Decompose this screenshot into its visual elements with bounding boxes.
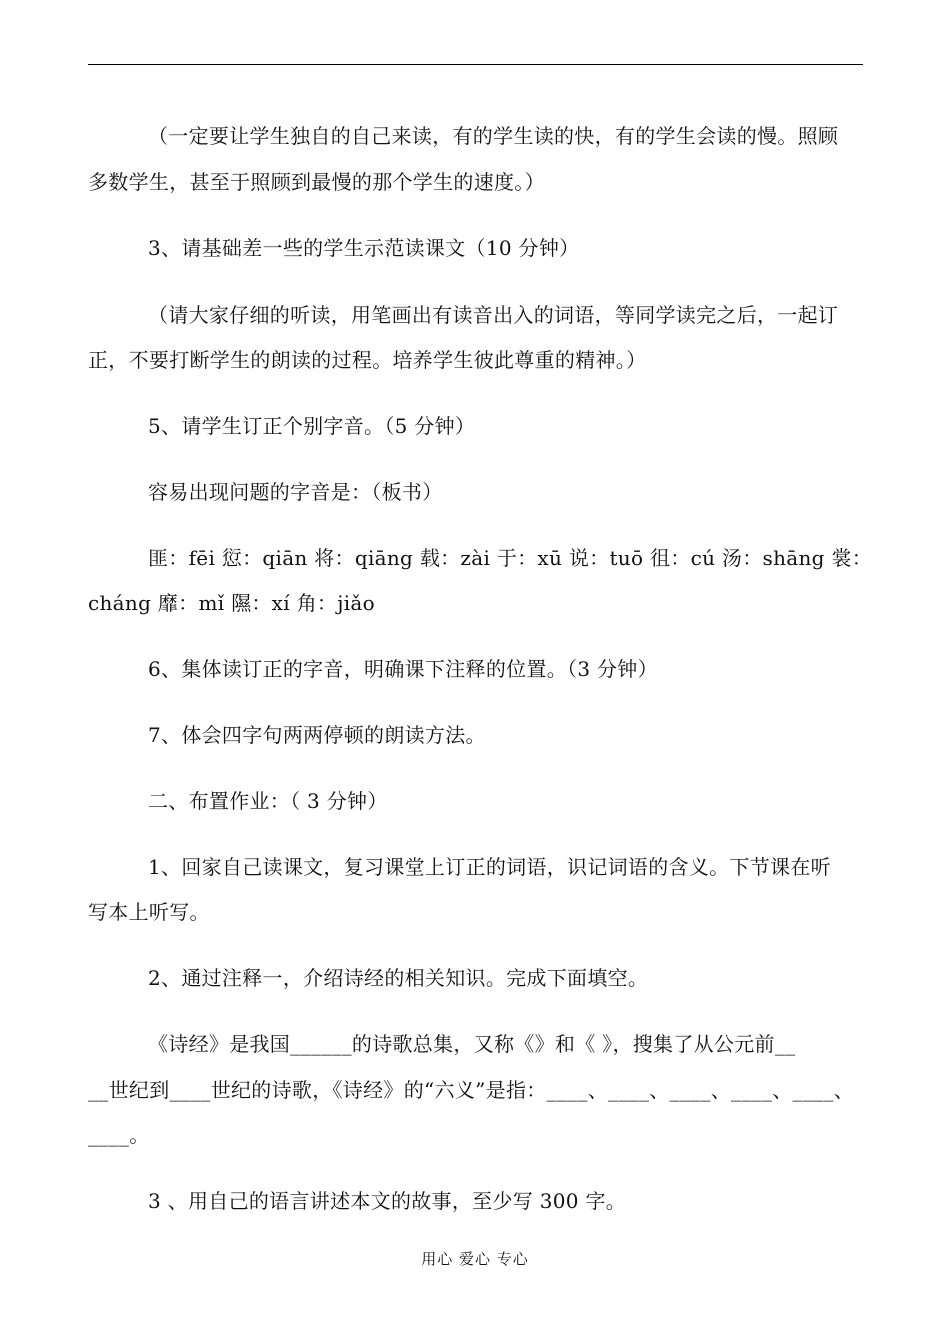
paragraph-line: 写本上听写。 (88, 900, 210, 924)
paragraph-line: 1、回家自己读课文，复习课堂上订正的词语，识记词语的含义。下节课在听 (148, 855, 831, 879)
pinyin-line: 匪：fēi 愆：qiān 将：qiāng 载：zài 于：xū 说：tuō 徂：cú 汤：shāng 裳： (148, 546, 873, 570)
paragraph-line: 2、通过注释一，介绍诗经的相关知识。完成下面填空。 (148, 966, 649, 990)
paragraph-line: 7、体会四字句两两停顿的朗读方法。 (148, 723, 486, 747)
header-rule (88, 64, 863, 65)
paragraph-line: 正，不要打断学生的朗读的过程。培养学生彼此尊重的精神。） (88, 348, 647, 372)
paragraph-line: 6、集体读订正的字音，明确课下注释的位置。（3 分钟） (148, 657, 658, 681)
paragraph-line: 3、请基础差一些的学生示范读课文（10 分钟） (148, 236, 580, 260)
pinyin-line: cháng 靡：mǐ 隰：xí 角：jiǎo (88, 591, 375, 615)
paragraph-line: 多数学生，甚至于照顾到最慢的那个学生的速度。） (88, 170, 545, 194)
paragraph-line: （请大家仔细的听读，用笔画出有读音出入的词语，等同学读完之后，一起订 (148, 303, 839, 327)
fill-blank-line: __世纪到____世纪的诗歌，《诗经》的“六义”是指：____、____、____、____、____、 (88, 1078, 855, 1102)
section-heading: 二、布置作业：（ 3 分钟） (148, 789, 388, 813)
paragraph-line: （一定要让学生独自的自己来读，有的学生读的快，有的学生会读的慢。照顾 (148, 124, 839, 148)
fill-blank-line: ____。 (88, 1123, 150, 1147)
page-footer: 用心 爱心 专心 (421, 1250, 529, 1268)
fill-blank-line: 《诗经》是我国______的诗歌总集，又称《》和《 》，搜集了从公元前__ (148, 1032, 796, 1056)
paragraph-line: 容易出现问题的字音是：（板书） (148, 480, 443, 504)
paragraph-line: 3 、用自己的语言讲述本文的故事，至少写 300 字。 (148, 1189, 627, 1213)
paragraph-line: 5、请学生订正个别字音。（5 分钟） (148, 414, 476, 438)
